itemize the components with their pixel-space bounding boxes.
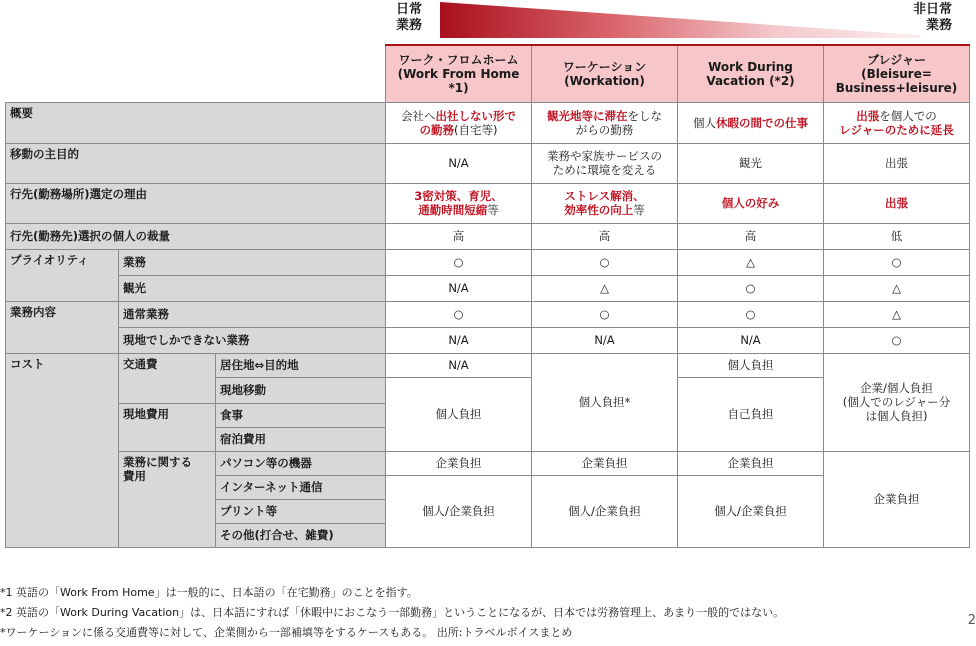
col-header-bleisure: ブレジャー (Bleisure= Business+leisure) bbox=[824, 45, 970, 102]
row-label: 移動の主目的 bbox=[6, 143, 386, 183]
cell: 業務や家族サービスの ために環境を変える bbox=[532, 143, 678, 183]
cell: ○ bbox=[678, 275, 824, 301]
gradient-arrow bbox=[440, 2, 920, 38]
cell: N/A bbox=[532, 327, 678, 353]
cell: N/A bbox=[386, 143, 532, 183]
cell: 個人負担* bbox=[532, 353, 678, 451]
row-label: 概要 bbox=[6, 102, 386, 143]
footnote-1: *1 英語の「Work From Home」は一般的に、日本語の「在宅勤務」のことを指す。 bbox=[0, 586, 418, 599]
cell: ストレス解消、 効率性の向上等 bbox=[532, 183, 678, 223]
cell: 高 bbox=[386, 223, 532, 249]
row-overview bbox=[6, 102, 970, 143]
cell: 個人の好み bbox=[678, 183, 824, 223]
footnote-3: *ワーケーションに係る交通費等に対して、企業側から一部補填等をするケースもある。 出所:トラベルボイスまとめ bbox=[0, 626, 573, 639]
row-priority-work bbox=[6, 249, 970, 275]
col-header-wdv: Work During Vacation (*2) bbox=[678, 45, 824, 102]
item-label: 現地移動 bbox=[216, 377, 386, 403]
cell: 企業負担 bbox=[824, 451, 970, 547]
sub-label: 業務 bbox=[119, 249, 386, 275]
row-label: 行先(勤務先)選択の個人の裁量 bbox=[6, 223, 386, 249]
cell: 個人負担 bbox=[386, 377, 532, 451]
cell: ○ bbox=[824, 327, 970, 353]
item-label: その他(打合せ、雑費) bbox=[216, 523, 386, 547]
cell: ○ bbox=[386, 301, 532, 327]
cell: 個人/企業負担 bbox=[678, 475, 824, 547]
row-content-normal bbox=[6, 301, 970, 327]
sub-label: 交通費 bbox=[119, 353, 216, 403]
item-label: プリント等 bbox=[216, 499, 386, 523]
col-header-wfh: ワーク・フロムホーム (Work From Home *1) bbox=[386, 45, 532, 102]
cell: 自己負担 bbox=[678, 377, 824, 451]
item-label: 居住地⇔目的地 bbox=[216, 353, 386, 377]
row-label: 行先(勤務場所)選定の理由 bbox=[6, 183, 386, 223]
cell: 観光 bbox=[678, 143, 824, 183]
footnote-2: *2 英語の「Work During Vacation」は、日本語にすれば「休暇中におこなう一部勤務」ということになるが、日本では労務管理上、あまり一般的ではない。 bbox=[0, 606, 785, 619]
page-number: 2 bbox=[967, 613, 976, 628]
cell: 個人休暇の間での仕事 bbox=[678, 102, 824, 143]
sub-label: 観光 bbox=[119, 275, 386, 301]
cell: △ bbox=[824, 275, 970, 301]
cell: △ bbox=[532, 275, 678, 301]
sub-label: 現地費用 bbox=[119, 403, 216, 451]
row-cost-home-dest bbox=[6, 353, 970, 377]
item-label: パソコン等の機器 bbox=[216, 451, 386, 475]
cell: N/A bbox=[386, 327, 532, 353]
comparison-table bbox=[5, 44, 970, 548]
cell: 個人負担 bbox=[678, 353, 824, 377]
sub-label: 業務に関する 費用 bbox=[119, 451, 216, 547]
item-label: 食事 bbox=[216, 403, 386, 427]
cell: 企業負担 bbox=[678, 451, 824, 475]
cell: N/A bbox=[678, 327, 824, 353]
cell: 3密対策、育児、 通勤時間短縮等 bbox=[386, 183, 532, 223]
cell: 個人/企業負担 bbox=[532, 475, 678, 547]
cell: 出張 bbox=[824, 143, 970, 183]
cell: 出張 bbox=[824, 183, 970, 223]
cell: ○ bbox=[532, 301, 678, 327]
cell: ○ bbox=[824, 249, 970, 275]
column-header-row bbox=[6, 45, 970, 102]
sub-label: 通常業務 bbox=[119, 301, 386, 327]
col-header-workation: ワーケーション (Workation) bbox=[532, 45, 678, 102]
cell: 出張を個人での レジャーのために延長 bbox=[824, 102, 970, 143]
cell: ○ bbox=[532, 249, 678, 275]
row-label: プライオリティ bbox=[6, 249, 119, 301]
cell: N/A bbox=[386, 275, 532, 301]
cell: 企業/個人負担 (個人でのレジャー分 は個人負担) bbox=[824, 353, 970, 451]
row-content-local bbox=[6, 327, 970, 353]
row-purpose bbox=[6, 143, 970, 183]
cell: △ bbox=[678, 249, 824, 275]
cell: 高 bbox=[678, 223, 824, 249]
cell: 企業負担 bbox=[386, 451, 532, 475]
row-label: 業務内容 bbox=[6, 301, 119, 353]
row-priority-sight bbox=[6, 275, 970, 301]
sub-label: 現地でしかできない業務 bbox=[119, 327, 386, 353]
row-label: コスト bbox=[6, 353, 119, 547]
cell: 観光地等に滞在をしな がらの勤務 bbox=[532, 102, 678, 143]
cell: △ bbox=[824, 301, 970, 327]
item-label: 宿泊費用 bbox=[216, 427, 386, 451]
cell: ○ bbox=[678, 301, 824, 327]
cell: 高 bbox=[532, 223, 678, 249]
cell: ○ bbox=[386, 249, 532, 275]
row-cost-pc bbox=[6, 451, 970, 475]
row-reason bbox=[6, 183, 970, 223]
item-label: インターネット通信 bbox=[216, 475, 386, 499]
row-discretion bbox=[6, 223, 970, 249]
cell: 個人/企業負担 bbox=[386, 475, 532, 547]
nondaily-work-label: 非日常 業務 bbox=[912, 2, 952, 33]
daily-work-label: 日常 業務 bbox=[396, 2, 423, 33]
cell: N/A bbox=[386, 353, 532, 377]
cell: 低 bbox=[824, 223, 970, 249]
cell: 会社へ出社しない形で の勤務(自宅等) bbox=[386, 102, 532, 143]
cell: 企業負担 bbox=[532, 451, 678, 475]
